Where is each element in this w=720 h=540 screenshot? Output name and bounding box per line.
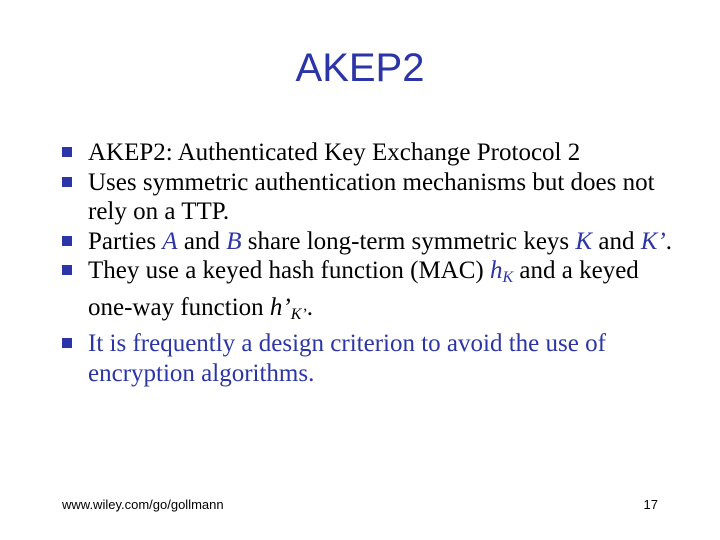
- bullet-item: [62, 227, 682, 257]
- subscript-k-prime: K’: [290, 305, 307, 323]
- variable-k-prime: K’: [640, 227, 666, 255]
- footer-url: www.wiley.com/go/gollmann: [62, 497, 224, 512]
- bullet-text-part: and a keyed one-way function: [88, 257, 639, 321]
- bullet-item: [62, 256, 682, 329]
- variable-b: B: [226, 227, 242, 255]
- variable-k: K: [575, 227, 593, 255]
- bullet-text-part: and: [177, 227, 227, 255]
- bullet-text: AKEP2: Authenticated Key Exchange Protocol 2: [88, 139, 581, 166]
- square-bullet-icon: [62, 177, 72, 187]
- bullet-list: [62, 138, 682, 388]
- subscript-k: K: [502, 269, 514, 286]
- bullet-text: Uses symmetric authentication mechanisms but does not rely on a TTP.: [88, 168, 655, 225]
- bullet-text-part: Parties: [88, 227, 163, 255]
- variable-h: h: [489, 257, 503, 284]
- bullet-text-part: share long-term symmetric keys: [241, 227, 576, 255]
- square-bullet-icon: [62, 236, 72, 246]
- bullet-item: [62, 168, 682, 227]
- square-bullet-icon: [62, 265, 72, 275]
- bullet-item: [62, 329, 682, 388]
- bullet-text-part: .: [306, 293, 313, 321]
- slide-title: AKEP2: [295, 46, 425, 90]
- bullet-text-part: They use a keyed hash function (MAC): [88, 257, 490, 284]
- bullet-text-part: .: [665, 227, 672, 255]
- page-number: 17: [643, 497, 658, 512]
- bullet-text: It is frequently a design criterion to avoid the use of encryption algorithms.: [88, 330, 606, 387]
- bullet-item: [62, 138, 682, 168]
- variable-a: A: [162, 227, 178, 255]
- bullet-text-part: and: [592, 227, 641, 255]
- variable-h-prime: h’: [269, 293, 291, 321]
- square-bullet-icon: [62, 147, 72, 157]
- square-bullet-icon: [62, 338, 72, 348]
